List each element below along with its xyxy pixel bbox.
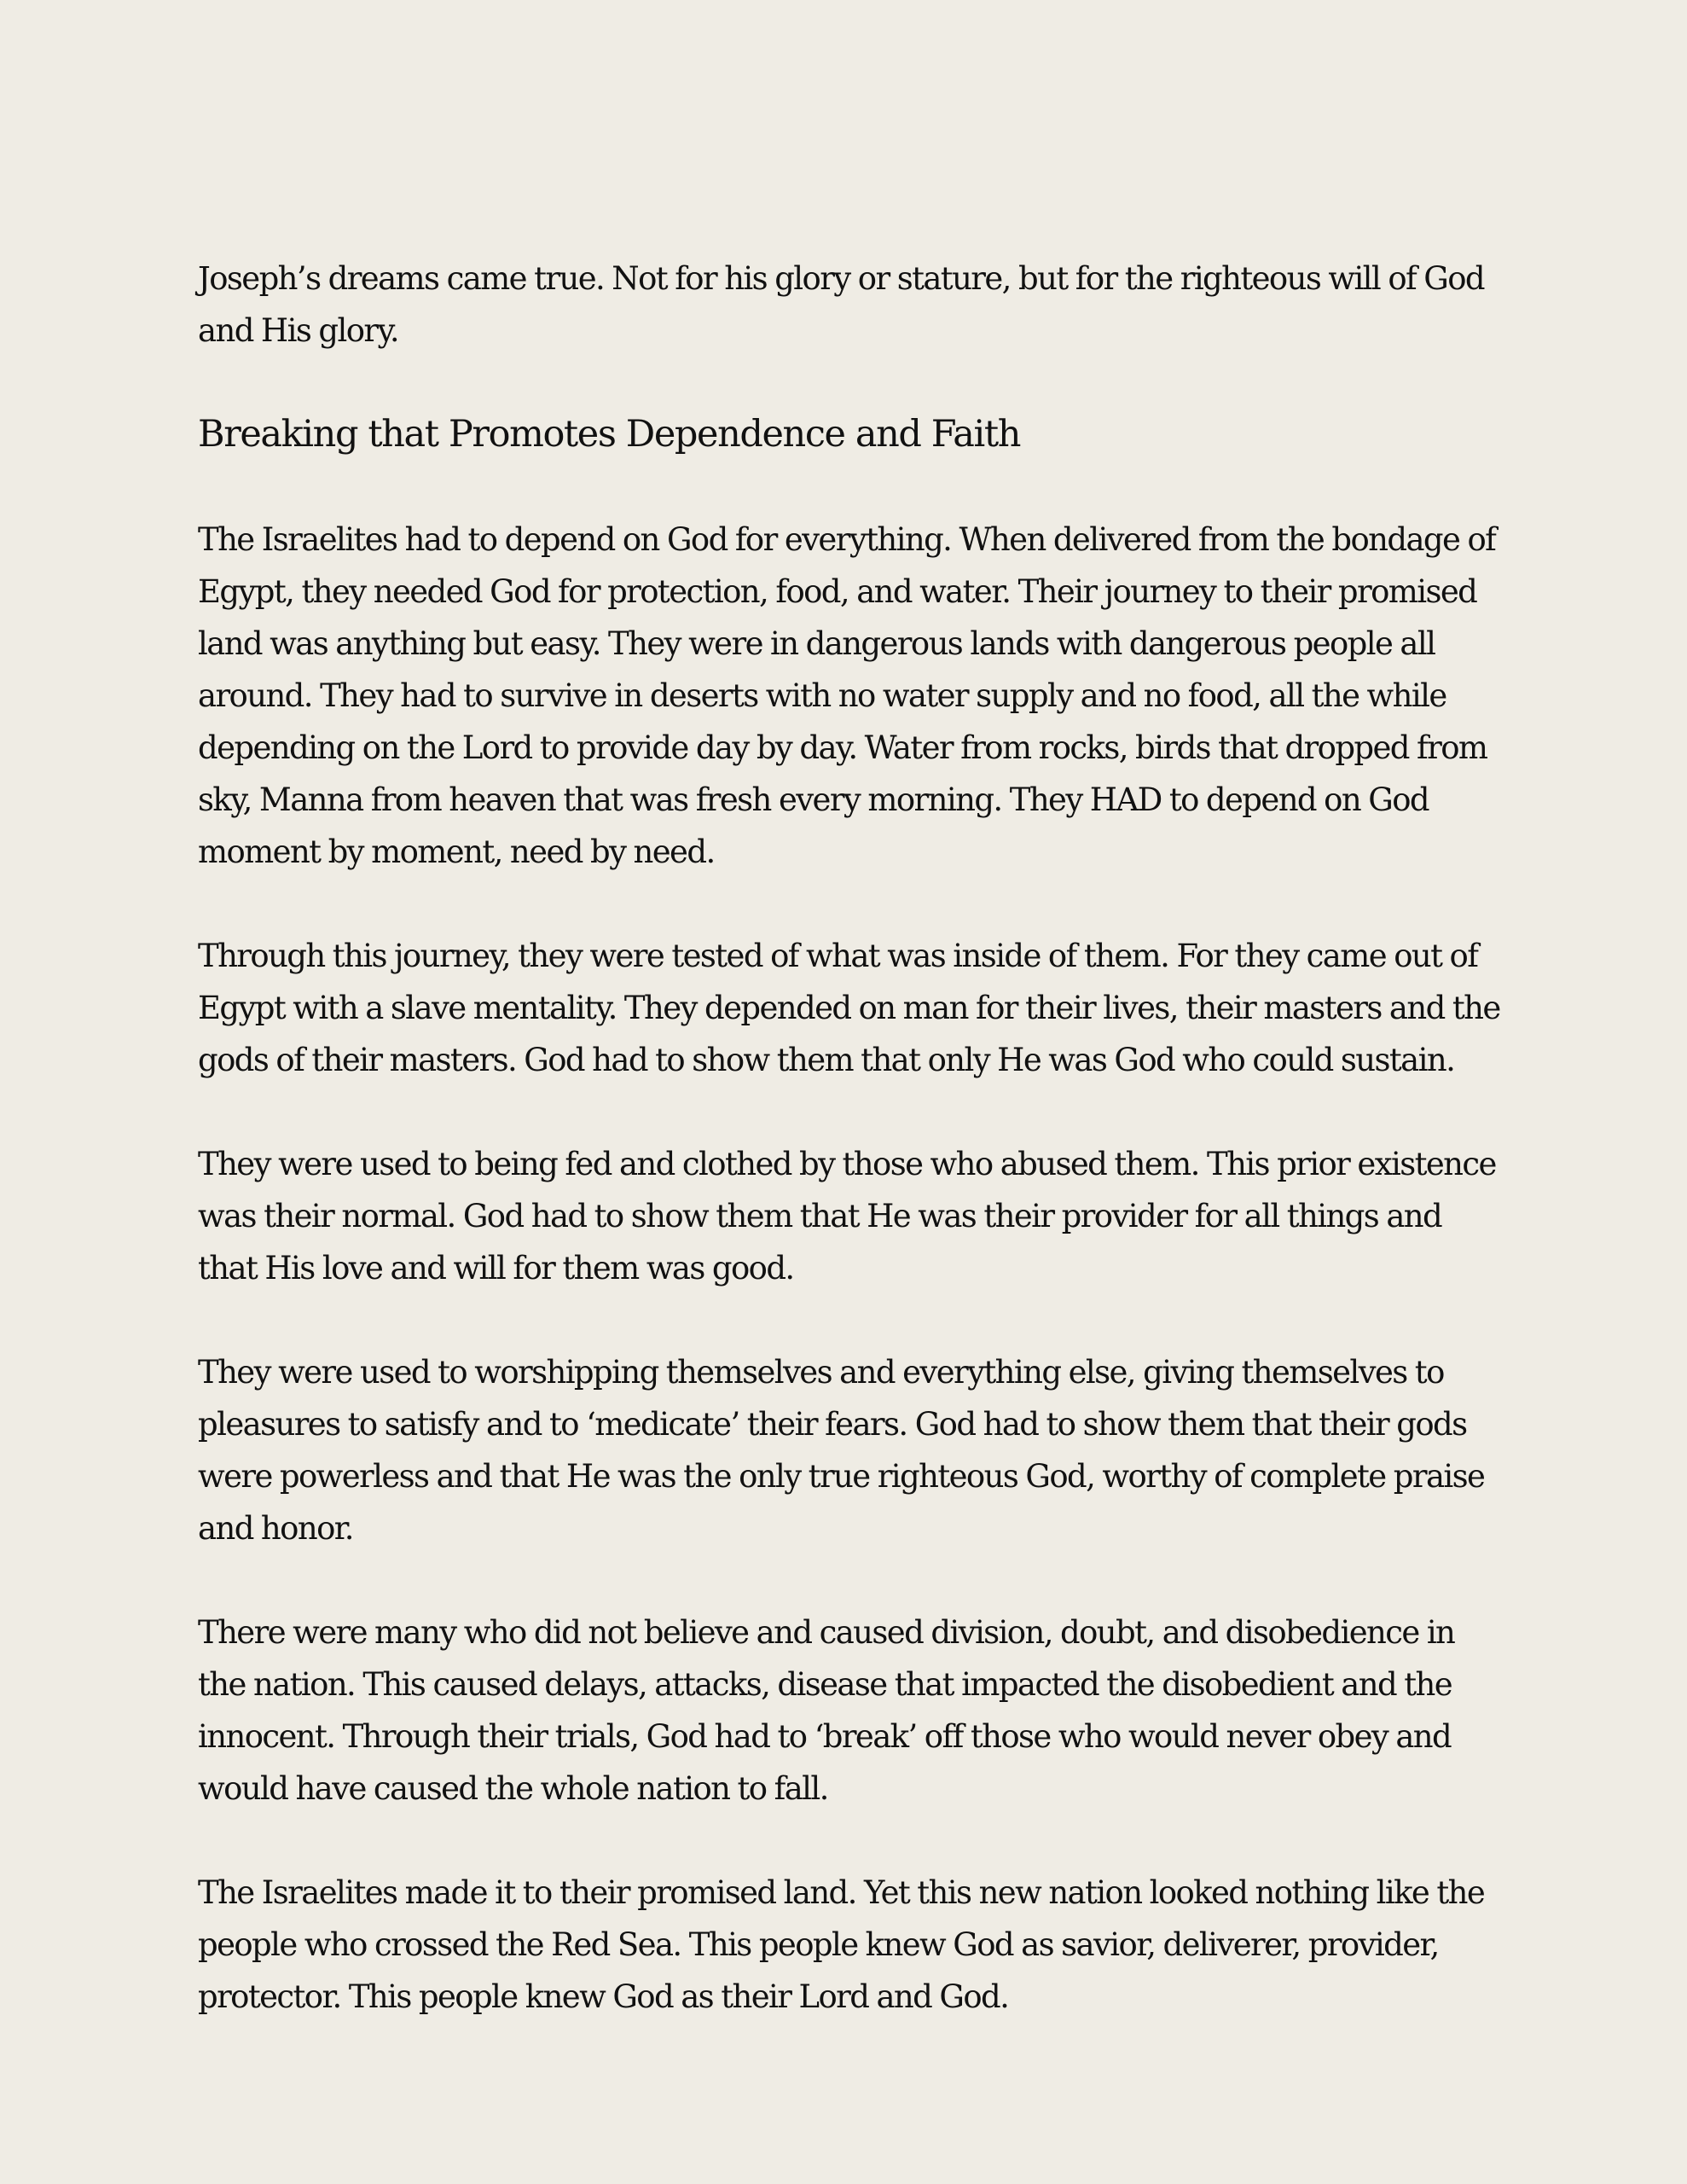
section-heading: Breaking that Promotes Dependence and Faith xyxy=(198,413,1021,456)
paragraph-worship: They were used to worshipping themselves and everything else, giving themselves to pleasures to satisfy and to ‘medicate’ their fears. God had to show them that their gods were powerless and that He was the only true righteous God, worthy of complete praise and honor. xyxy=(198,1354,1485,1547)
document-page xyxy=(198,253,1503,2075)
paragraph-dependence: The Israelites had to depend on God for everything. When delivered from the bondage of Egypt, they needed God for protection, food, and water. Their journey to their promised land was anything but easy. They were in dangerous lands with dangerous people all around. They had to survive in deserts with no water supply and no food, all the while depending on the Lord to provide day by day. Water from rocks, birds that dropped from sky, Manna from heaven that was fresh every morning. They HAD to depend on God moment by moment, need by need. xyxy=(198,521,1496,870)
paragraph-division: There were many who did not believe and caused division, doubt, and disobedience in the nation. This caused delays, attacks, disease that impacted the disobedient and the innocent. Through their trials, God had to ‘break’ off those who would never obey and would have caused the whole nation to fall. xyxy=(198,1614,1455,1807)
paragraph-promised-land: The Israelites made it to their promised land. Yet this new nation looked nothing like the people who crossed the Red Sea. This people knew God as savior, deliverer, provider, protector. This people knew God as their Lord and God. xyxy=(198,1874,1485,2015)
paragraph-provider: They were used to being fed and clothed by those who abused them. This prior existence was their normal. God had to show them that He was their provider for all things and that His love and will for them was good. xyxy=(198,1146,1496,1287)
paragraph-tested: Through this journey, they were tested of what was inside of them. For they came out of Egypt with a slave mentality. They depended on man for their lives, their masters and the gods of their masters. God had to show them that only He was God who could sustain. xyxy=(198,938,1500,1078)
intro-paragraph: Joseph’s dreams came true. Not for his glory or stature, but for the righteous will of God and His glory. xyxy=(198,260,1484,349)
